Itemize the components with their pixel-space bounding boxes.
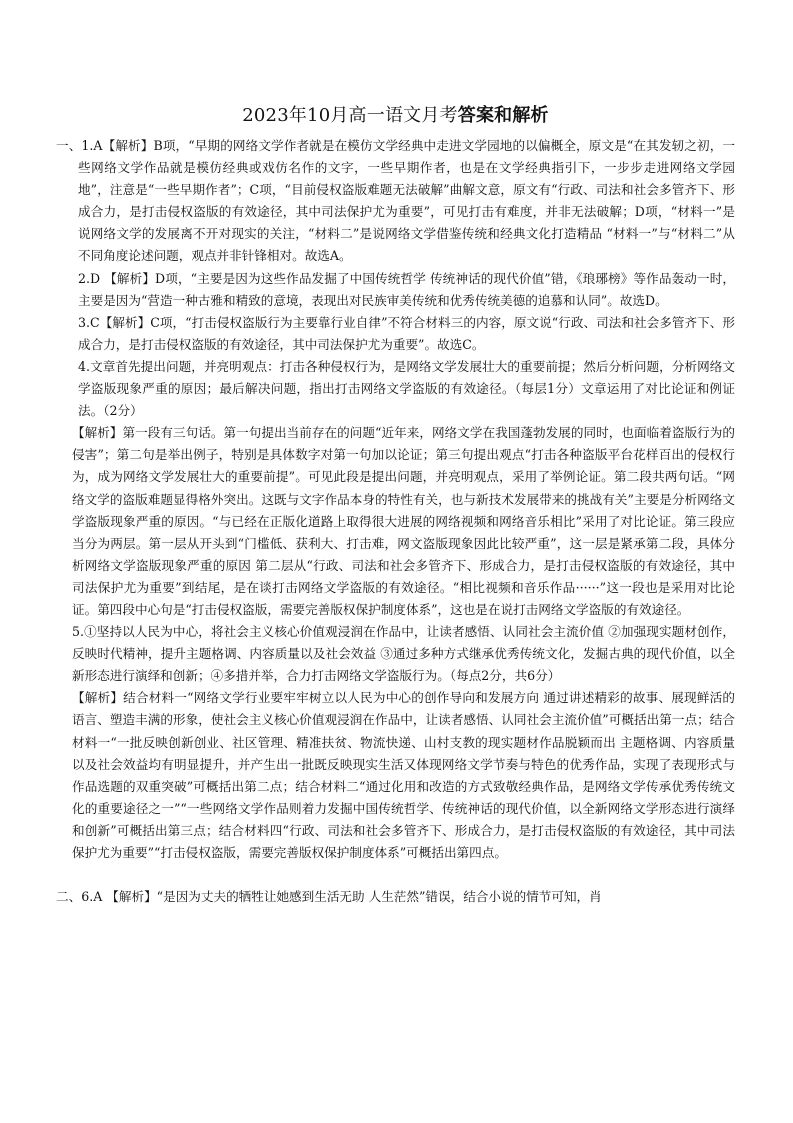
answer-5: 5.①坚持以人民为中心，将社会主义核心价值观浸润在作品中，让读者感悟、认同社会主流价值 ②加强现实题材创作，反映时代精神，提升主题格调、内容质量以及社会效益 ③通过多种方式继承优秀传统文化，发掘古典的现代价值，以全新形态进行演绎和创新；④多措并举，合力打击网络文学盗版行为。（每点2分，共6分）: [72, 624, 735, 684]
analysis-4: 【解析】第一段有三句话。第一句提出当前存在的问题“近年来，网络文学在我国蓬勃发展的同时，也面临着盗版行为的侵害”；第二句是举出例子，特别是具体数字对第一句加以论证；第三句提出观点“打击各种盗版平台花样百出的侵权行为，成为网络文学发展壮大的重要前提”。可见此段是提出问题，并亮明观点，采用了举例论证。第二段共两句话。“网络文学的盗版难题显得格外突出。这既与文字作品本身的特性有关，也与新技术发展带来的挑战有关”主要是分析网络文学盗版现象严重的原因。“与已经在正版化道路上取得很大进展的网络视频和网络音乐相比”采用了对比论证。第三段应当分为两层。第一层从开头到“门槛低、获利大、打击难，网文盗版现象因此比较严重”，这一层是紧承第二段，具体分析网络文学盗版现象严重的原因 第二层从“行政、司法和社会多管齐下、形成合力，是打击侵权盗版的有效途径，其中司法保护尤为重要”到结尾，是在谈打击网络文学盗版的有效途径。“相比视频和音乐作品······”这一段也是采用对比论证。第四段中心句是“打击侵权盗版，需要完善版权保护制度体系”，这也是在说打击网络文学盗版的有效途径。: [72, 425, 735, 617]
answer-3: 3.C【解析】C项，“打击侵权盗版行为主要靠行业自律”不符合材料三的内容，原文说“行政、司法和社会多管齐下、形成合力，是打击侵权盗版的有效途径，其中司法保护尤为重要”。故选C。: [78, 314, 735, 352]
title-bold: 答案和解析: [457, 105, 549, 126]
answer-6: 二、6.A 【解析】“是因为丈夫的牺牲让她感到生活无助 人生茫然”错误，结合小说的情节可知，肖: [56, 889, 602, 905]
section-gap: [56, 864, 735, 886]
title-main: 2023年10月高一语文月考: [242, 105, 458, 126]
page-title: [56, 104, 735, 128]
analysis-5: 【解析】结合材料一“网络文学行业要牢牢树立以人民为中心的创作导向和发展方向 通过讲述精彩的故事、展现鲜活的语言、塑造丰满的形象，使社会主义核心价值观浸润在作品中，让读者感悟、认同社会主流价值”可概括出第一点；结合材料一“一批反映创新创业、社区管理、精准扶贫、物流快递、山村支教的现实题材作品脱颖而出 主题格调、内容质量以及社会效益均有明显提升，并产生出一批既反映现实生活又体现网络文学节奏与特色的优秀作品，实现了表现形式与作品选题的双重突破”可概括出第二点；结合材料二“通过化用和改造的方式致敬经典作品，是网络文学传承优秀传统文化的重要途径之一”“一些网络文学作品则着力发掘中国传统哲学、传统神话的现代价值，以全新网络文学形态进行演绎和创新”可概括出第三点；结合材料四“行政、司法和社会多管齐下、形成合力，是打击侵权盗版的有效途径，其中司法保护尤为重要”“打击侵权盗版，需要完善版权保护制度体系”可概括出第四点。: [72, 690, 735, 860]
answer-1: 一、1.A【解析】B项，“早期的网络文学作者就是在模仿文学经典中走进文学园地的以偏概全，原文是“在其发轫之初，一些网络文学作品就是模仿经典或戏仿名作的文字，一些早期作者，也是在文学经典指引下，一步步走进网络文学园地”，注意是“一些早期作者”；C项，“目前侵权盗版难题无法破解”曲解文意，原文有“行政、司法和社会多管齐下、形成合力，是打击侵权盗版的有效途径，其中司法保护尤为重要”，可见打击有难度，并非无法破解；D项，“材料一”是说网络文学的发展离不开对现实的关注，“材料二”是说网络文学借鉴传统和经典文化打造精品 “材料一”与“材料二”从不同角度论述问题，观点并非针锋相对。故选A。: [56, 138, 735, 264]
answer-4: 4.文章首先提出问题，并亮明观点：打击各种侵权行为，是网络文学发展壮大的重要前提；然后分析问题，分析网络文学盗版现象严重的原因；最后解决问题，指出打击网络文学盗版的有效途径。（每层1分）文章运用了对比论证和例证法。（2分）: [78, 358, 735, 419]
answer-2: 2.D 【解析】D项，“主要是因为这些作品发掘了中国传统哲学 传统神话的现代价值”错，《琅琊榜》等作品轰动一时，主要是因为“营造一种古雅和精致的意境，表现出对民族审美传统和优秀传统美德的追慕和认同”。故选D。: [78, 270, 735, 308]
